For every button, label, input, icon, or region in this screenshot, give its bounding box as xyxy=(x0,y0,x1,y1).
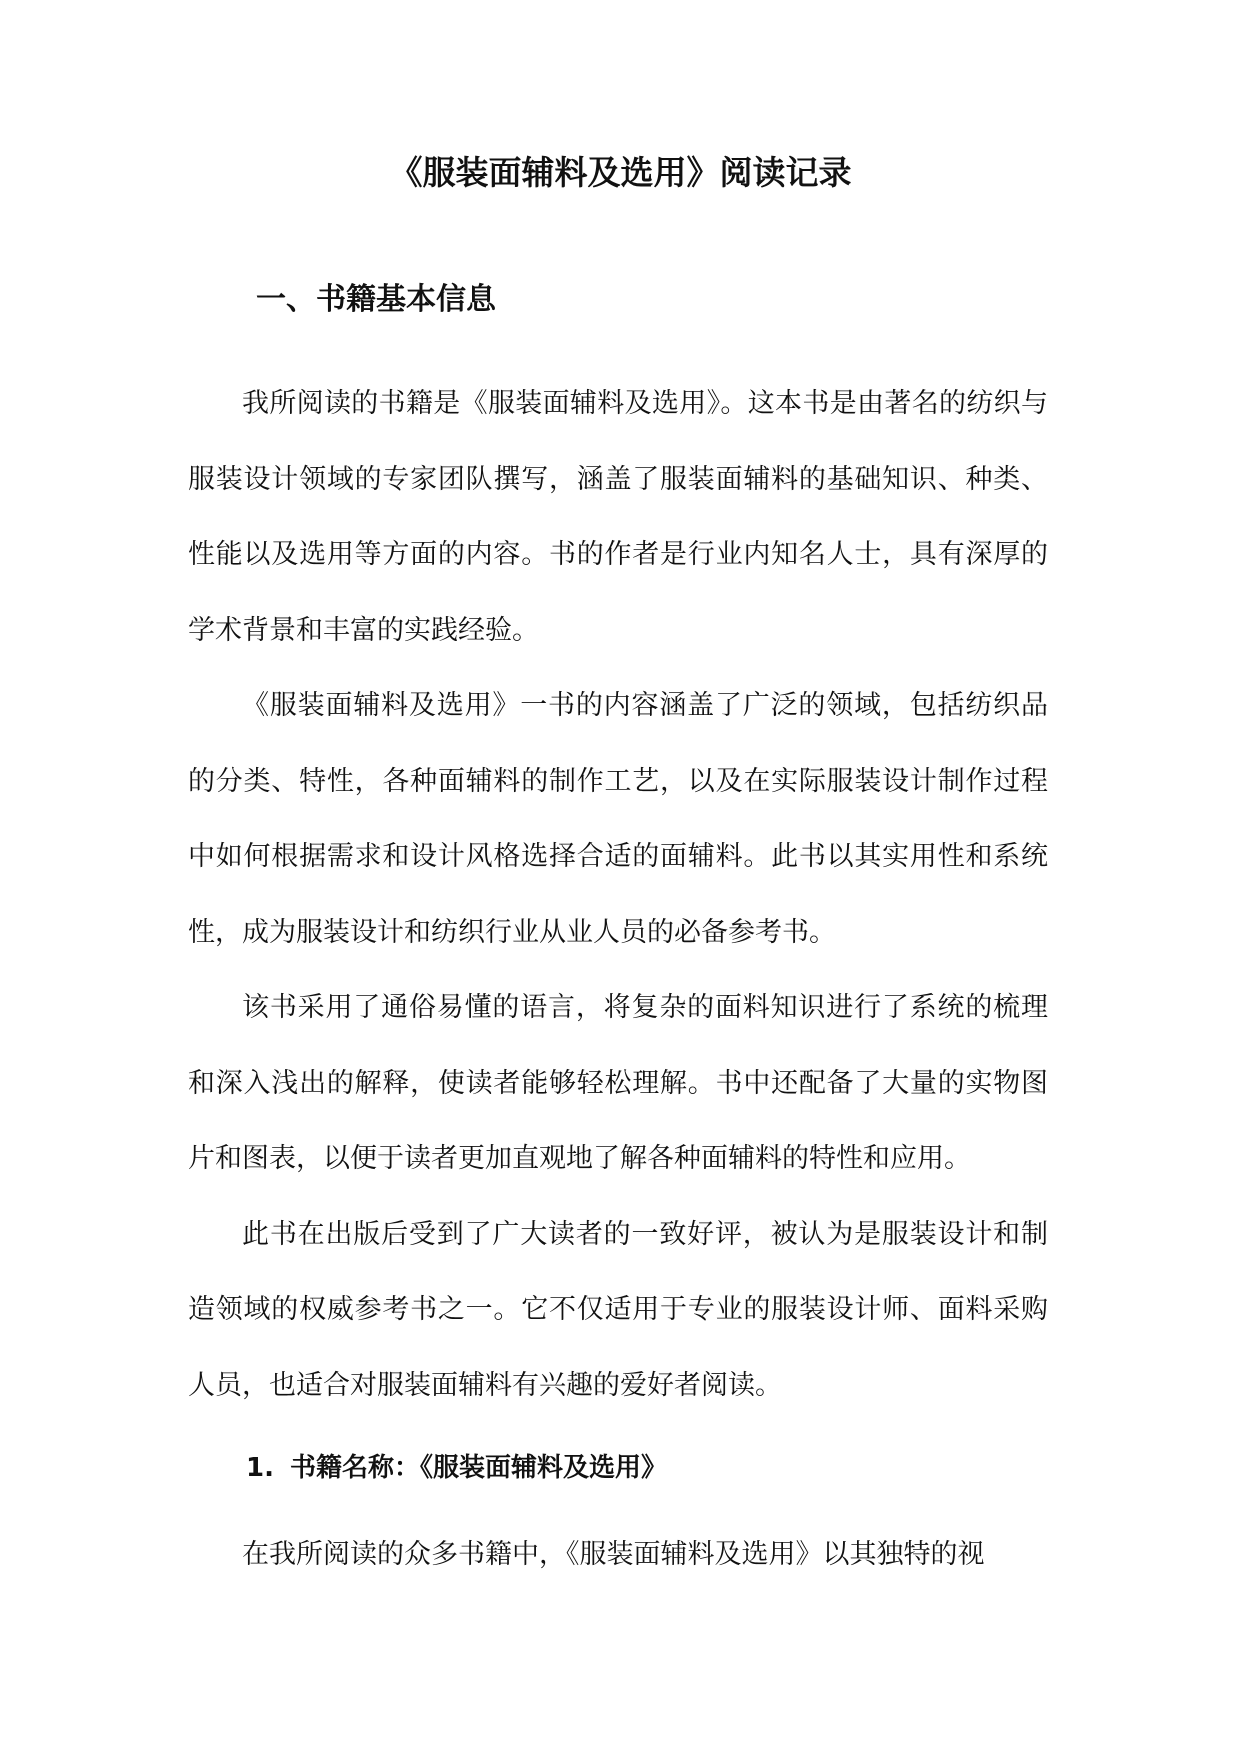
paragraph: 我所阅读的书籍是《服装面辅料及选用》。这本书是由著名的纺织与服装设计领域的专家团队撰写，涵盖了服装面辅料的基础知识、种类、性能以及选用等方面的内容。书的作者是行业内知名人士，具有深厚的学术背景和丰富的实践经验。 xyxy=(188,388,1048,646)
section-heading-basic-info: 一、书籍基本信息 xyxy=(256,282,496,317)
subsection-body xyxy=(188,1517,1048,1593)
paragraph: 《服装面辅料及选用》一书的内容涵盖了广泛的领域，包括纺织品的分类、特性，各种面辅料的制作工艺，以及在实际服装设计制作过程中如何根据需求和设计风格选择合适的面辅料。此书以其实用性和系统性，成为服装设计和纺织行业从业人员的必备参考书。 xyxy=(188,690,1048,948)
subsection-heading-book-name xyxy=(246,1443,667,1493)
subsection-heading-text: 书籍名称：《服装面辅料及选用》 xyxy=(289,1453,667,1483)
subsection-number: 1. xyxy=(246,1453,274,1483)
section-body xyxy=(188,366,1048,1423)
paragraph: 此书在出版后受到了广大读者的一致好评，被认为是服装设计和制造领域的权威参考书之一。它不仅适用于专业的服装设计师、面料采购人员，也适合对服装面辅料有兴趣的爱好者阅读。 xyxy=(188,1218,1048,1401)
paragraph: 在我所阅读的众多书籍中，《服装面辅料及选用》以其独特的视 xyxy=(242,1539,985,1570)
document-title: 《服装面辅料及选用》阅读记录 xyxy=(389,153,852,192)
paragraph: 该书采用了通俗易懂的语言，将复杂的面料知识进行了系统的梳理和深入浅出的解释，使读者能够轻松理解。书中还配备了大量的实物图片和图表，以便于读者更加直观地了解各种面辅料的特性和应用。 xyxy=(188,992,1048,1174)
